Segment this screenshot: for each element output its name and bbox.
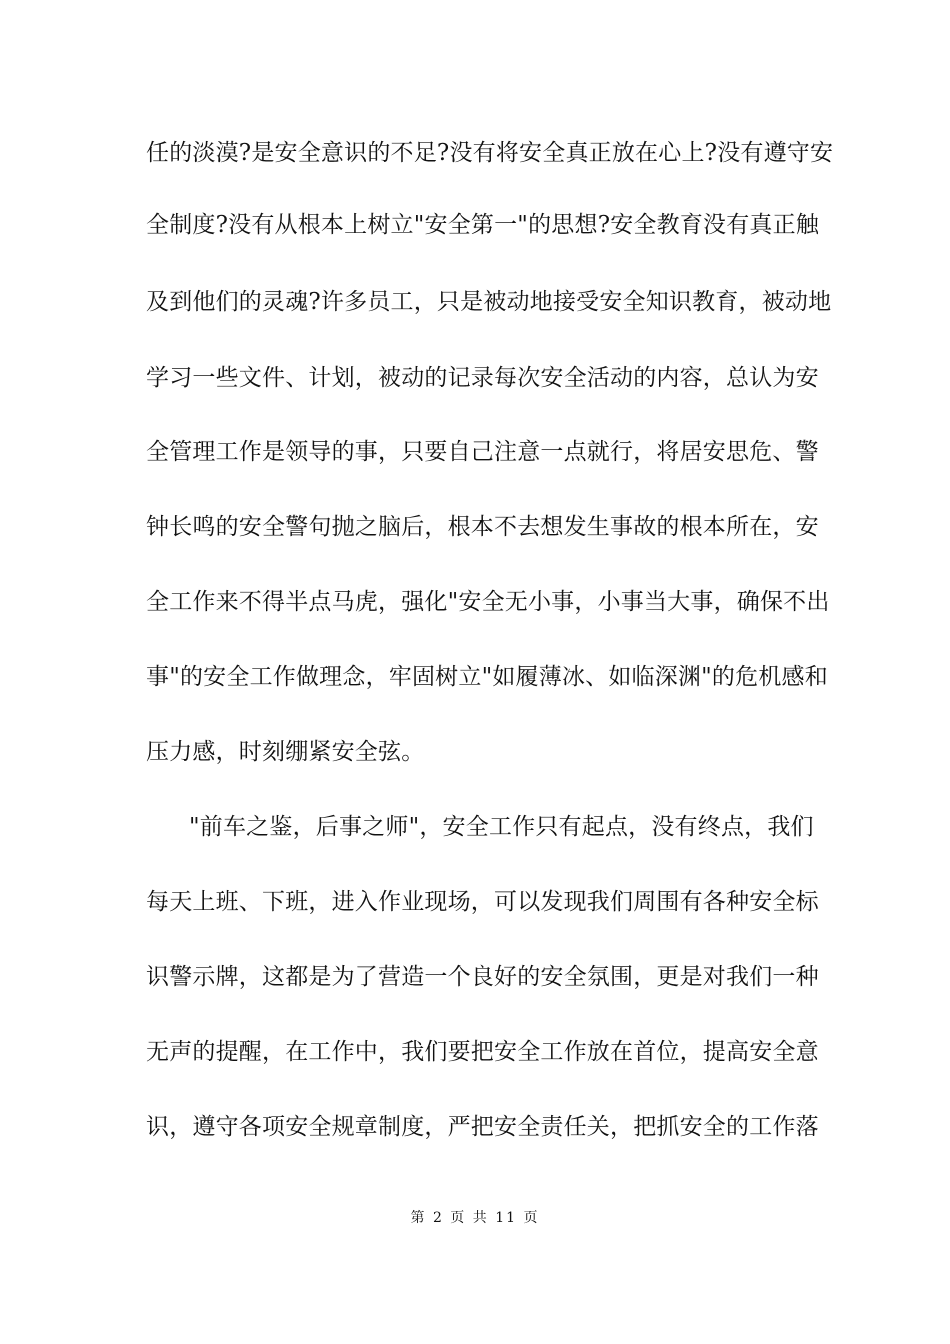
text-line: 全管理工作是领导的事，只要自己注意一点就行，将居安思危、警 bbox=[146, 439, 819, 465]
text-line: 及到他们的灵魂?许多员工，只是被动地接受安全知识教育，被动地 bbox=[146, 289, 832, 315]
text-line: 钟长鸣的安全警句抛之脑后，根本不去想发生事故的根本所在，安 bbox=[146, 514, 819, 540]
text-line: 事"的安全工作做理念，牢固树立"如履薄冰、如临深渊"的危机感和 bbox=[146, 664, 828, 690]
text-line: 每天上班、下班，进入作业现场，可以发现我们周围有各种安全标 bbox=[146, 889, 819, 915]
text-line: 学习一些文件、计划，被动的记录每次安全活动的内容，总认为安 bbox=[146, 365, 819, 391]
text-line: 全工作来不得半点马虎，强化"安全无小事，小事当大事，确保不出 bbox=[146, 589, 830, 615]
text-line: 无声的提醒，在工作中，我们要把安全工作放在首位，提高安全意 bbox=[146, 1039, 819, 1065]
text-line: 任的淡漠?是安全意识的不足?没有将安全真正放在心上?没有遵守安 bbox=[146, 140, 834, 166]
text-line: 压力感，时刻绷紧安全弦。 bbox=[146, 739, 425, 765]
text-line: 识警示牌，这都是为了营造一个良好的安全氛围，更是对我们一种 bbox=[146, 964, 819, 990]
page-number-footer: 第 2 页 共 11 页 bbox=[410, 1210, 540, 1226]
text-line: 识，遵守各项安全规章制度，严把安全责任关，把抓安全的工作落 bbox=[146, 1114, 819, 1140]
paragraph-first-line: "前车之鉴，后事之师"，安全工作只有起点，没有终点，我们 bbox=[189, 814, 814, 840]
text-line: 全制度?没有从根本上树立"安全第一"的思想?安全教育没有真正触 bbox=[146, 212, 820, 238]
